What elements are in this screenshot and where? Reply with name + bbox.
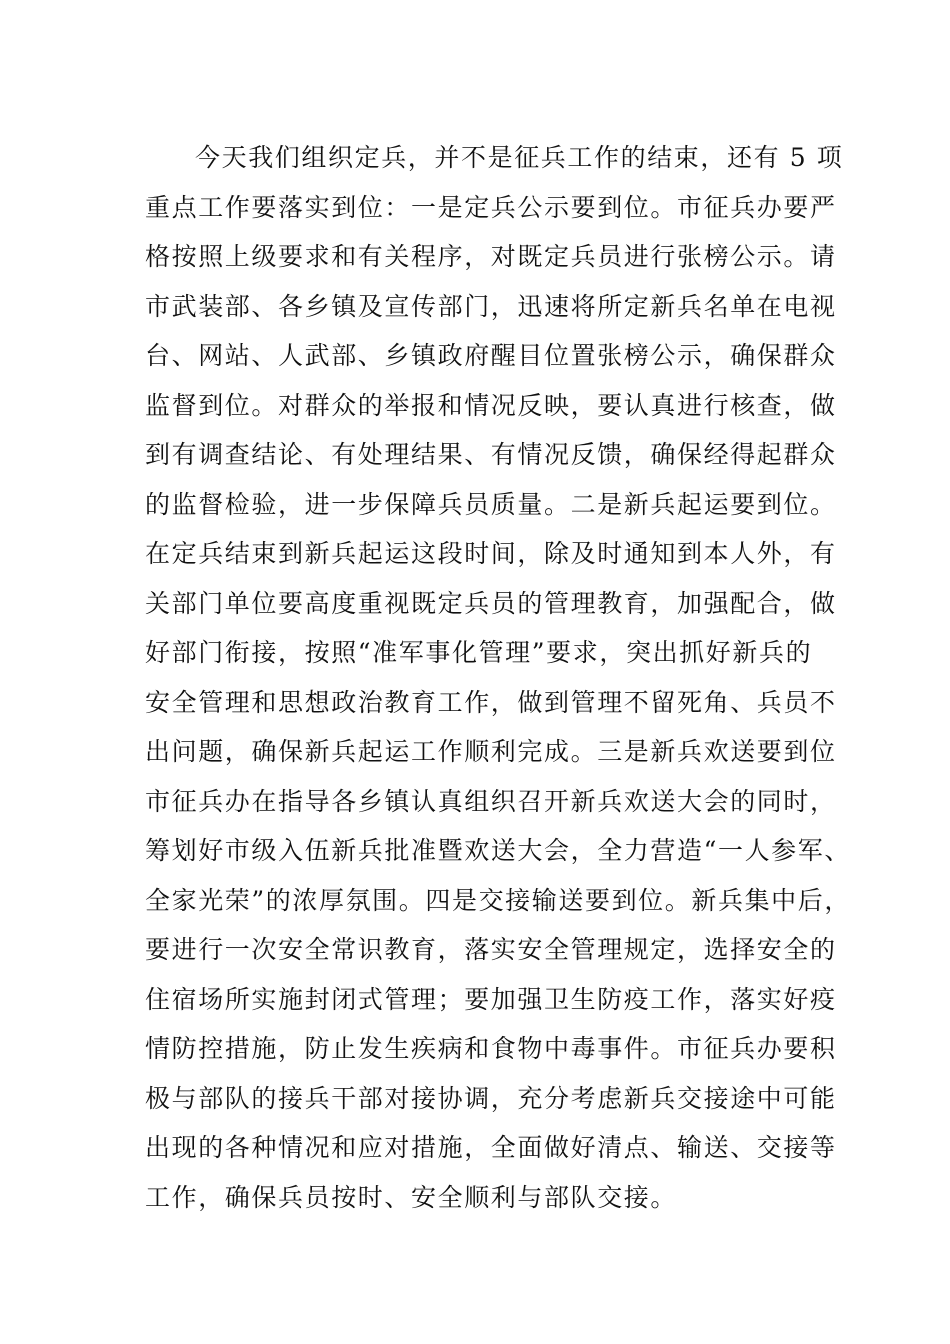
paragraph-line: 监督到位。对群众的举报和情况反映，要认真进行核查，做 [145, 390, 837, 420]
paragraph-line: 筹划好市级入伍新兵批准暨欢送大会，全力营造“一人参军、 [145, 836, 851, 865]
paragraph-line: 市武装部、各乡镇及宣传部门，迅速将所定新兵名单在电视 [145, 291, 837, 321]
paragraph-line: 重点工作要落实到位：一是定兵公示要到位。市征兵办要严 [145, 192, 837, 222]
paragraph-line: 安全管理和思想政治教育工作，做到管理不留死角、兵员不 [145, 687, 837, 717]
paragraph-line: 情防控措施，防止发生疾病和食物中毒事件。市征兵办要积 [145, 1034, 837, 1063]
paragraph-line: 关部门单位要高度重视既定兵员的管理教育，加强配合，做 [145, 588, 837, 618]
paragraph-line: 住宿场所实施封闭式管理；要加强卫生防疫工作，落实好疫 [145, 984, 837, 1014]
body-paragraph [145, 133, 851, 1222]
paragraph-line: 台、网站、人武部、乡镇政府醒目位置张榜公示，确保群众 [145, 341, 837, 370]
paragraph-line: 市征兵办在指导各乡镇认真组织召开新兵欢送大会的同时， [145, 786, 837, 816]
paragraph-line: 全家光荣”的浓厚氛围。四是交接输送要到位。新兵集中后， [145, 885, 851, 915]
paragraph-line: 工作，确保兵员按时、安全顺利与部队交接。 [145, 1182, 678, 1212]
paragraph-line: 在定兵结束到新兵起运这段时间，除及时通知到本人外，有 [145, 539, 837, 568]
paragraph-line: 出现的各种情况和应对措施，全面做好清点、输送、交接等 [145, 1133, 837, 1162]
paragraph-line: 的监督检验，进一步保障兵员质量。二是新兵起运要到位。 [145, 489, 837, 519]
paragraph-line: 出问题，确保新兵起运工作顺利完成。三是新兵欢送要到位 [145, 737, 837, 766]
paragraph-line: 好部门衔接，按照“准军事化管理”要求，突出抓好新兵的 [145, 638, 813, 667]
paragraph-line: 要进行一次安全常识教育，落实安全管理规定，选择安全的 [145, 935, 837, 964]
paragraph-line: 极与部队的接兵干部对接协调，充分考虑新兵交接途中可能 [145, 1083, 837, 1113]
paragraph-line: 到有调查结论、有处理结果、有情况反馈，确保经得起群众 [145, 440, 837, 469]
paragraph-line: 格按照上级要求和有关程序，对既定兵员进行张榜公示。请 [145, 242, 837, 271]
paragraph-line: 今天我们组织定兵，并不是征兵工作的结束，还有 5 项 [195, 143, 844, 172]
